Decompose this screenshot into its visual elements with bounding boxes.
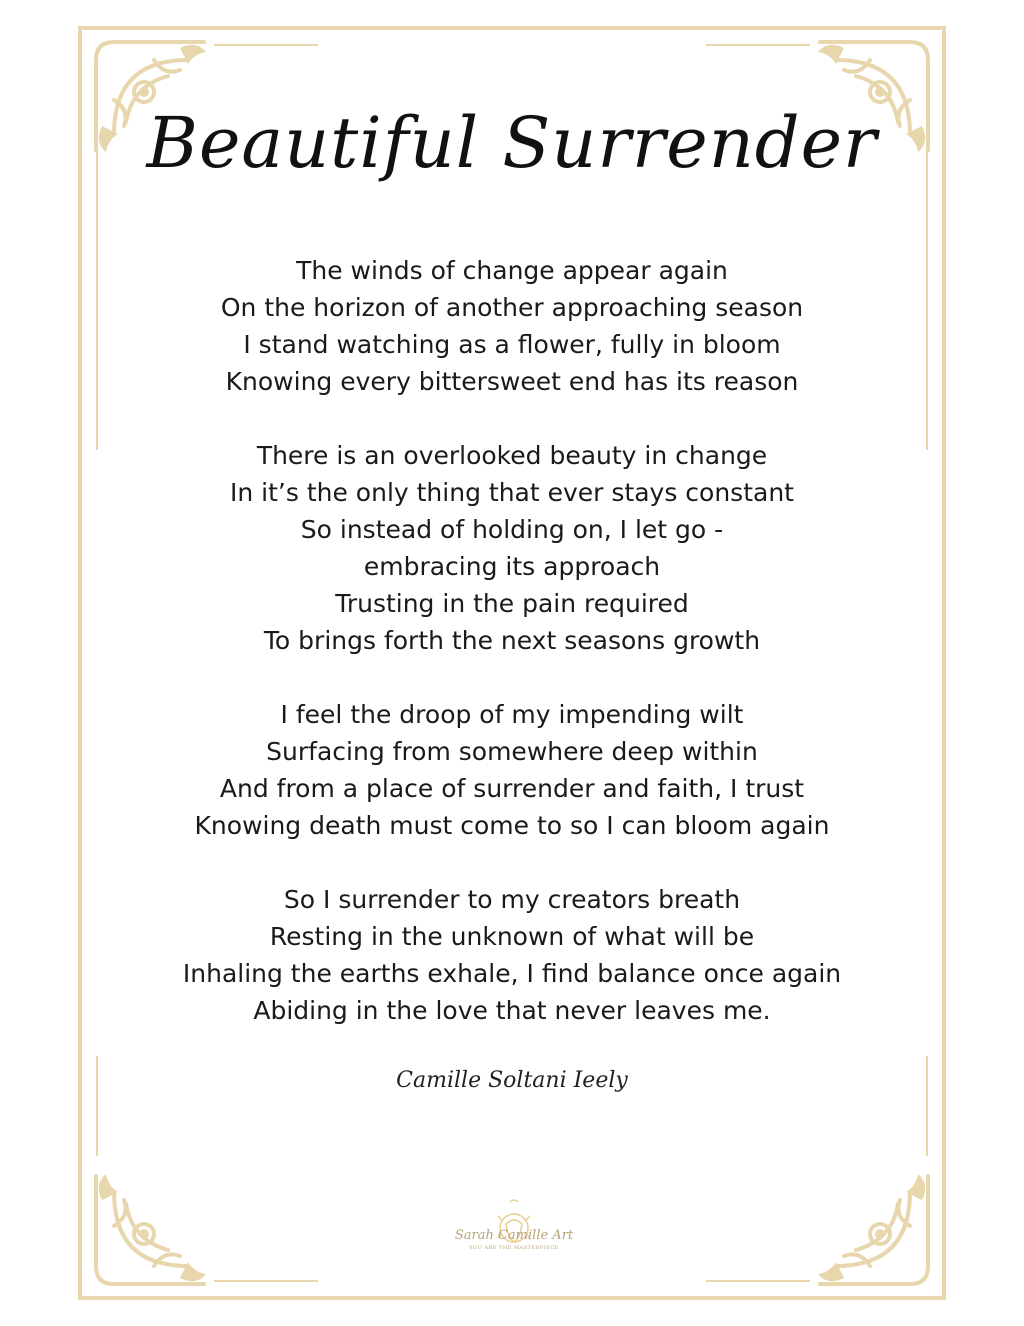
stanza-1 [0, 252, 1024, 400]
poem-line: And from a place of surrender and faith, I trust [219, 774, 805, 803]
poem-line: Resting in the unknown of what will be [269, 922, 755, 951]
brand-logo [452, 1198, 576, 1262]
poem-line: So instead of holding on, I let go - [300, 515, 724, 544]
poem-line: Surfacing from somewhere deep within [266, 737, 758, 766]
logo-name: Sarah Camille Art [454, 1228, 574, 1243]
frame-line-bottom-left [214, 1280, 318, 1282]
poem-line: Abiding in the love that never leaves me. [253, 996, 771, 1025]
frame-line-top-right [706, 44, 810, 46]
poem-line: The winds of change appear again [296, 256, 728, 285]
poem-line: Trusting in the pain required [335, 589, 689, 618]
corner-ornament-bottom-right [810, 1166, 940, 1296]
poem-line: Inhaling the earths exhale, I find balance once again [182, 959, 842, 988]
poem-line: In it’s the only thing that ever stays constant [230, 478, 794, 507]
author-signature: Camille Soltani Ieely [396, 1068, 628, 1093]
poem-line: I stand watching as a flower, fully in bloom [243, 330, 781, 359]
poem-line: embracing its approach [363, 552, 661, 581]
poem-line: I feel the droop of my impending wilt [280, 700, 744, 729]
frame-line-bottom-right [706, 1280, 810, 1282]
logo-tagline: YOU ARE THE MASTERPIECE [469, 1245, 559, 1251]
poem-line: So I surrender to my creators breath [283, 885, 741, 914]
poem-line: Knowing death must come to so I can bloom again [194, 811, 830, 840]
frame-line-top-left [214, 44, 318, 46]
poem-line: On the horizon of another approaching season [220, 293, 804, 322]
poem-title: Beautiful Surrender [146, 102, 878, 184]
poem-body [0, 252, 1024, 1066]
poem-line: There is an overlooked beauty in change [256, 441, 768, 470]
poem-line: To brings forth the next seasons growth [263, 626, 761, 655]
poem-line: Knowing every bittersweet end has its reason [225, 367, 799, 396]
stanza-4 [0, 881, 1024, 1029]
stanza-2 [0, 437, 1024, 659]
stanza-3 [0, 696, 1024, 844]
corner-ornament-bottom-left [84, 1166, 214, 1296]
